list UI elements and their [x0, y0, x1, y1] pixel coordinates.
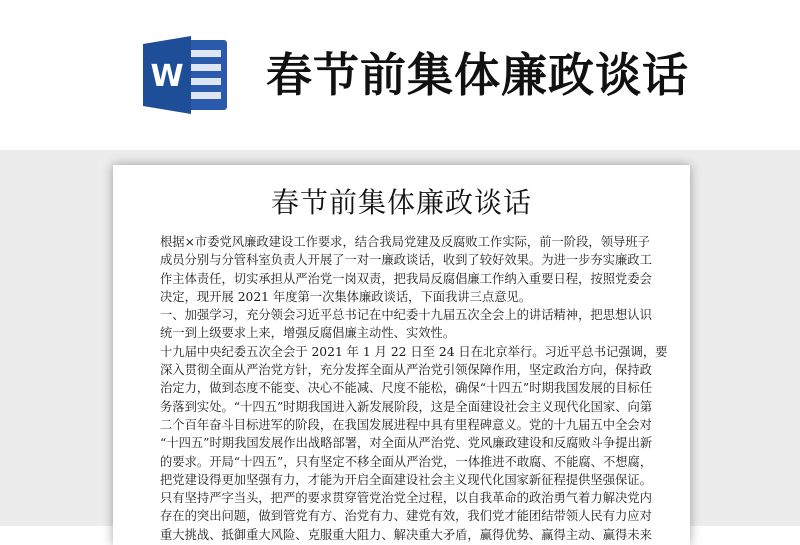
text-line: 治定力，做到态度不能变、决心不能减、尺度不能松，确保“十四五”时期我国发展的目标任	[160, 381, 653, 396]
document-title: 春节前集体廉政谈话	[270, 186, 532, 219]
text-line: 一、加强学习，充分领会习近平总书记在中纪委十九届五次全会上的讲话精神，把思想认识	[160, 308, 652, 323]
text-line: 把党建设得更加坚强有力，才能为开启全面建设社会主义现代化国家新征程提供坚强保证。	[160, 472, 652, 487]
text-line: “十四五”时期我国发展作出战略部署，对全面从严治党、党风廉政建设和反腐败斗争提出新	[160, 436, 653, 451]
text-line: 存在的突出问题，做到管党有方、治党有力、建党有效，我们党才能团结带领人民有力应对	[160, 509, 652, 524]
document-page	[113, 165, 690, 545]
text-line: 重大挑战、抵御重大风险、克服重大阻力、解决重大矛盾，赢得优势、赢得主动、赢得未来	[160, 527, 652, 542]
header-title: 春节前集体廉政谈话	[266, 48, 689, 102]
text-line: 务落到实处。“十四五”时期我国进入新发展阶段，这是全面建设社会主义现代化国家、向第	[160, 399, 653, 414]
text-line: 二个百年奋斗目标进军的阶段，在我国发展进程中具有里程碑意义。党的十九届五中全会对	[160, 417, 652, 432]
text-line: 根据×市委党风廉政建设工作要求，结合我局党建及反腐败工作实际，前一阶段，领导班子	[160, 235, 650, 249]
text-line: 作主体责任，切实承担从严治党一岗双责，把我局反腐倡廉工作纳入重要日程，按照党委会	[160, 271, 652, 286]
text-line: 统一到上级要求上来，增强反腐倡廉主动性、实效性。	[160, 326, 456, 341]
document-body	[160, 233, 668, 544]
text-line: 深入贯彻全面从严治党方针，充分发挥全面从严治党引领保障作用，坚定政治方向，保持政	[160, 363, 652, 378]
word-icon-letter: W	[150, 59, 184, 94]
text-line: 成员分别与分管科室负责人开展了一对一廉政谈话，收到了较好效果。为进一步夯实廉政工	[160, 253, 652, 268]
text-line: 只有坚持严字当头，把严的要求贯穿管党治党全过程，以自我革命的政治勇气着力解决党内	[160, 491, 652, 506]
text-line: 十九届中央纪委五次全会于 2021 年 1 月 22 日至 24 日在北京举行。习近平总书记强调，要	[160, 344, 668, 359]
text-line: 的要求。开局“十四五”，只有坚定不移全面从严治党，一体推进不敢腐、不能腐、不想腐，	[160, 454, 653, 469]
word-icon	[141, 34, 229, 116]
text-line: 决定，现开展 2021 年度第一次集体廉政谈话，下面我讲三点意见。	[160, 289, 532, 304]
header-banner	[0, 0, 800, 150]
